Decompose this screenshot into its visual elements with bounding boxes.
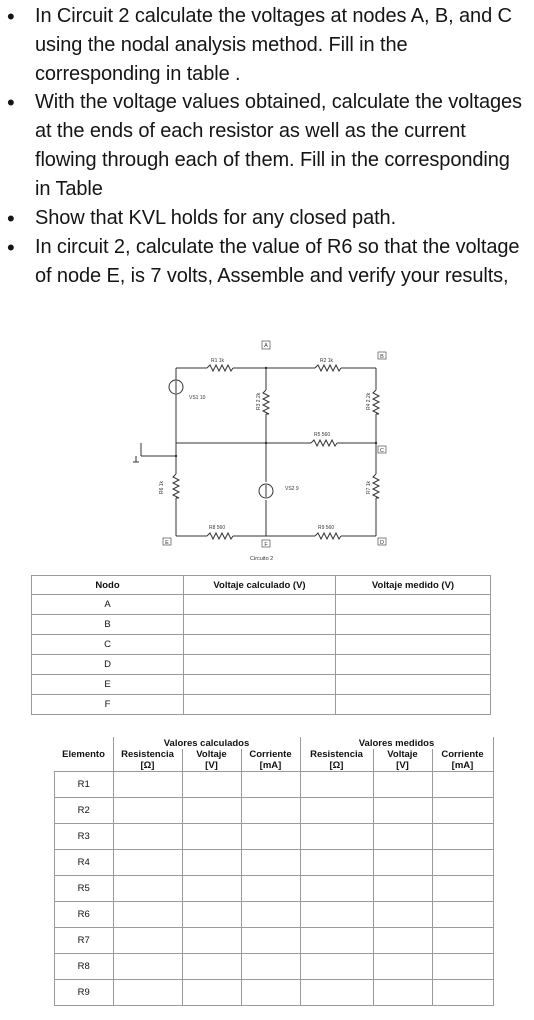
value-cell[interactable] — [241, 876, 300, 902]
r8-label: R8 560 — [209, 525, 226, 531]
r3-label: R3 2.2k — [256, 392, 262, 410]
valores-calculados-header: Valores calculados — [113, 737, 300, 749]
element-cell: R6 — [55, 902, 114, 928]
node-cell: A — [32, 595, 184, 615]
value-cell[interactable] — [113, 902, 182, 928]
value-cell[interactable] — [373, 980, 432, 1006]
node-c-label: C — [380, 448, 384, 454]
calc-cell[interactable] — [184, 655, 336, 675]
node-e-label: E — [165, 540, 169, 546]
elemento-header: Elemento — [55, 737, 114, 772]
r9-label: R9 560 — [318, 525, 335, 531]
bullet-dot: • — [7, 206, 15, 231]
instruction-text: With the voltage values obtained, calculate the voltages at the ends of each resistor as well as the current flowing through each of them. Fill in the corresponding in Table — [35, 91, 522, 200]
node-a-label: A — [264, 343, 268, 349]
table-row — [55, 850, 494, 876]
value-cell[interactable] — [373, 850, 432, 876]
element-cell: R2 — [55, 798, 114, 824]
voltaje-medido-header: Voltaje medido (V) — [336, 576, 491, 595]
value-cell[interactable] — [373, 772, 432, 798]
value-cell[interactable] — [373, 954, 432, 980]
value-cell[interactable] — [373, 928, 432, 954]
table-row — [55, 954, 494, 980]
value-cell[interactable] — [113, 798, 182, 824]
value-cell[interactable] — [373, 876, 432, 902]
value-cell[interactable] — [432, 928, 493, 954]
value-cell[interactable] — [432, 850, 493, 876]
node-cell: D — [32, 655, 184, 675]
value-cell[interactable] — [241, 850, 300, 876]
value-cell[interactable] — [300, 798, 373, 824]
bullet-dot: • — [7, 90, 15, 115]
corriente-meas-header: Corriente [mA] — [432, 749, 493, 772]
meas-cell[interactable] — [336, 615, 491, 635]
value-cell[interactable] — [113, 824, 182, 850]
value-cell[interactable] — [300, 928, 373, 954]
node-cell: E — [32, 675, 184, 695]
node-cell: F — [32, 695, 184, 715]
table-row — [55, 928, 494, 954]
value-cell[interactable] — [432, 902, 493, 928]
element-cell: R7 — [55, 928, 114, 954]
calc-cell[interactable] — [184, 675, 336, 695]
element-cell: R5 — [55, 876, 114, 902]
instruction-text: Show that KVL holds for any closed path. — [35, 207, 397, 229]
circuit-caption: Circuito 2 — [250, 556, 274, 562]
value-cell[interactable] — [113, 980, 182, 1006]
node-cell: B — [32, 615, 184, 635]
element-values-table — [54, 737, 494, 1006]
value-cell[interactable] — [300, 772, 373, 798]
r5-label: R5 560 — [314, 432, 331, 438]
resistencia-meas-header: Resistencia [Ω] — [300, 749, 373, 772]
instruction-text: In Circuit 2 calculate the voltages at nodes A, B, and C using the nodal analysis method. Fill in the corresponding in table . — [35, 5, 512, 85]
value-cell[interactable] — [182, 824, 241, 850]
value-cell[interactable] — [182, 850, 241, 876]
element-cell: R8 — [55, 954, 114, 980]
value-cell[interactable] — [182, 980, 241, 1006]
meas-cell[interactable] — [336, 595, 491, 615]
r4-label: R4 2.2k — [366, 392, 372, 410]
r2-label: R2 1k — [320, 358, 334, 364]
value-cell[interactable] — [182, 876, 241, 902]
value-cell[interactable] — [182, 954, 241, 980]
table-row — [32, 615, 491, 635]
node-b-label: B — [380, 354, 384, 360]
calc-cell[interactable] — [184, 695, 336, 715]
node-d-label: D — [380, 540, 384, 546]
value-cell[interactable] — [432, 876, 493, 902]
value-cell[interactable] — [241, 902, 300, 928]
r1-label: R1 1k — [211, 358, 225, 364]
circuit-diagram — [113, 336, 403, 568]
value-cell[interactable] — [113, 876, 182, 902]
value-cell[interactable] — [432, 954, 493, 980]
value-cell[interactable] — [241, 980, 300, 1006]
table-row — [32, 655, 491, 675]
value-cell[interactable] — [113, 772, 182, 798]
element-cell: R9 — [55, 980, 114, 1006]
value-cell[interactable] — [241, 798, 300, 824]
voltaje-calc-header: Voltaje [V] — [182, 749, 241, 772]
value-cell[interactable] — [300, 980, 373, 1006]
value-cell[interactable] — [113, 850, 182, 876]
calc-cell[interactable] — [184, 635, 336, 655]
bullet-dot: • — [7, 4, 15, 29]
table-row — [32, 635, 491, 655]
vs2-label: VS2 9 — [285, 486, 299, 492]
element-cell: R3 — [55, 824, 114, 850]
corriente-calc-header: Corriente [mA] — [241, 749, 300, 772]
table-row — [32, 695, 491, 715]
value-cell[interactable] — [182, 902, 241, 928]
table-row — [32, 675, 491, 695]
value-cell[interactable] — [182, 798, 241, 824]
table-row — [55, 876, 494, 902]
r7-label: R7 1k — [366, 480, 372, 494]
instruction-text: In circuit 2, calculate the value of R6 so that the voltage of node E, is 7 volts, Assemble and verify your results, — [35, 236, 520, 287]
node-f-label: F — [264, 542, 268, 548]
nodo-header: Nodo — [32, 576, 184, 595]
node-cell: C — [32, 635, 184, 655]
value-cell[interactable] — [241, 954, 300, 980]
value-cell[interactable] — [300, 954, 373, 980]
voltaje-meas-header: Voltaje [V] — [373, 749, 432, 772]
value-cell[interactable] — [432, 772, 493, 798]
bullet-dot: • — [7, 235, 15, 260]
value-cell[interactable] — [182, 772, 241, 798]
table-row — [55, 772, 494, 798]
table-row — [55, 980, 494, 1006]
r6-label: R6 1k — [159, 480, 165, 494]
meas-cell[interactable] — [336, 675, 491, 695]
value-cell[interactable] — [182, 928, 241, 954]
value-cell[interactable] — [432, 824, 493, 850]
value-cell[interactable] — [300, 824, 373, 850]
valores-medidos-header: Valores medidos — [300, 737, 493, 749]
value-cell[interactable] — [373, 824, 432, 850]
value-cell[interactable] — [432, 980, 493, 1006]
resistencia-calc-header: Resistencia [Ω] — [113, 749, 182, 772]
meas-cell[interactable] — [336, 635, 491, 655]
value-cell[interactable] — [241, 928, 300, 954]
value-cell[interactable] — [300, 876, 373, 902]
calc-cell[interactable] — [184, 595, 336, 615]
meas-cell[interactable] — [336, 695, 491, 715]
node-voltage-table — [31, 575, 491, 715]
table-row — [55, 824, 494, 850]
value-cell[interactable] — [113, 928, 182, 954]
voltaje-calculado-header: Voltaje calculado (V) — [184, 576, 336, 595]
value-cell[interactable] — [432, 798, 493, 824]
value-cell[interactable] — [373, 798, 432, 824]
value-cell[interactable] — [241, 824, 300, 850]
value-cell[interactable] — [241, 772, 300, 798]
calc-cell[interactable] — [184, 615, 336, 635]
table-row — [32, 595, 491, 615]
element-cell: R1 — [55, 772, 114, 798]
value-cell[interactable] — [300, 902, 373, 928]
meas-cell[interactable] — [336, 655, 491, 675]
table-row — [55, 798, 494, 824]
value-cell[interactable] — [113, 954, 182, 980]
value-cell[interactable] — [300, 850, 373, 876]
value-cell[interactable] — [373, 902, 432, 928]
vs1-label: VS1 10 — [189, 395, 206, 401]
table-row — [55, 902, 494, 928]
element-cell: R4 — [55, 850, 114, 876]
